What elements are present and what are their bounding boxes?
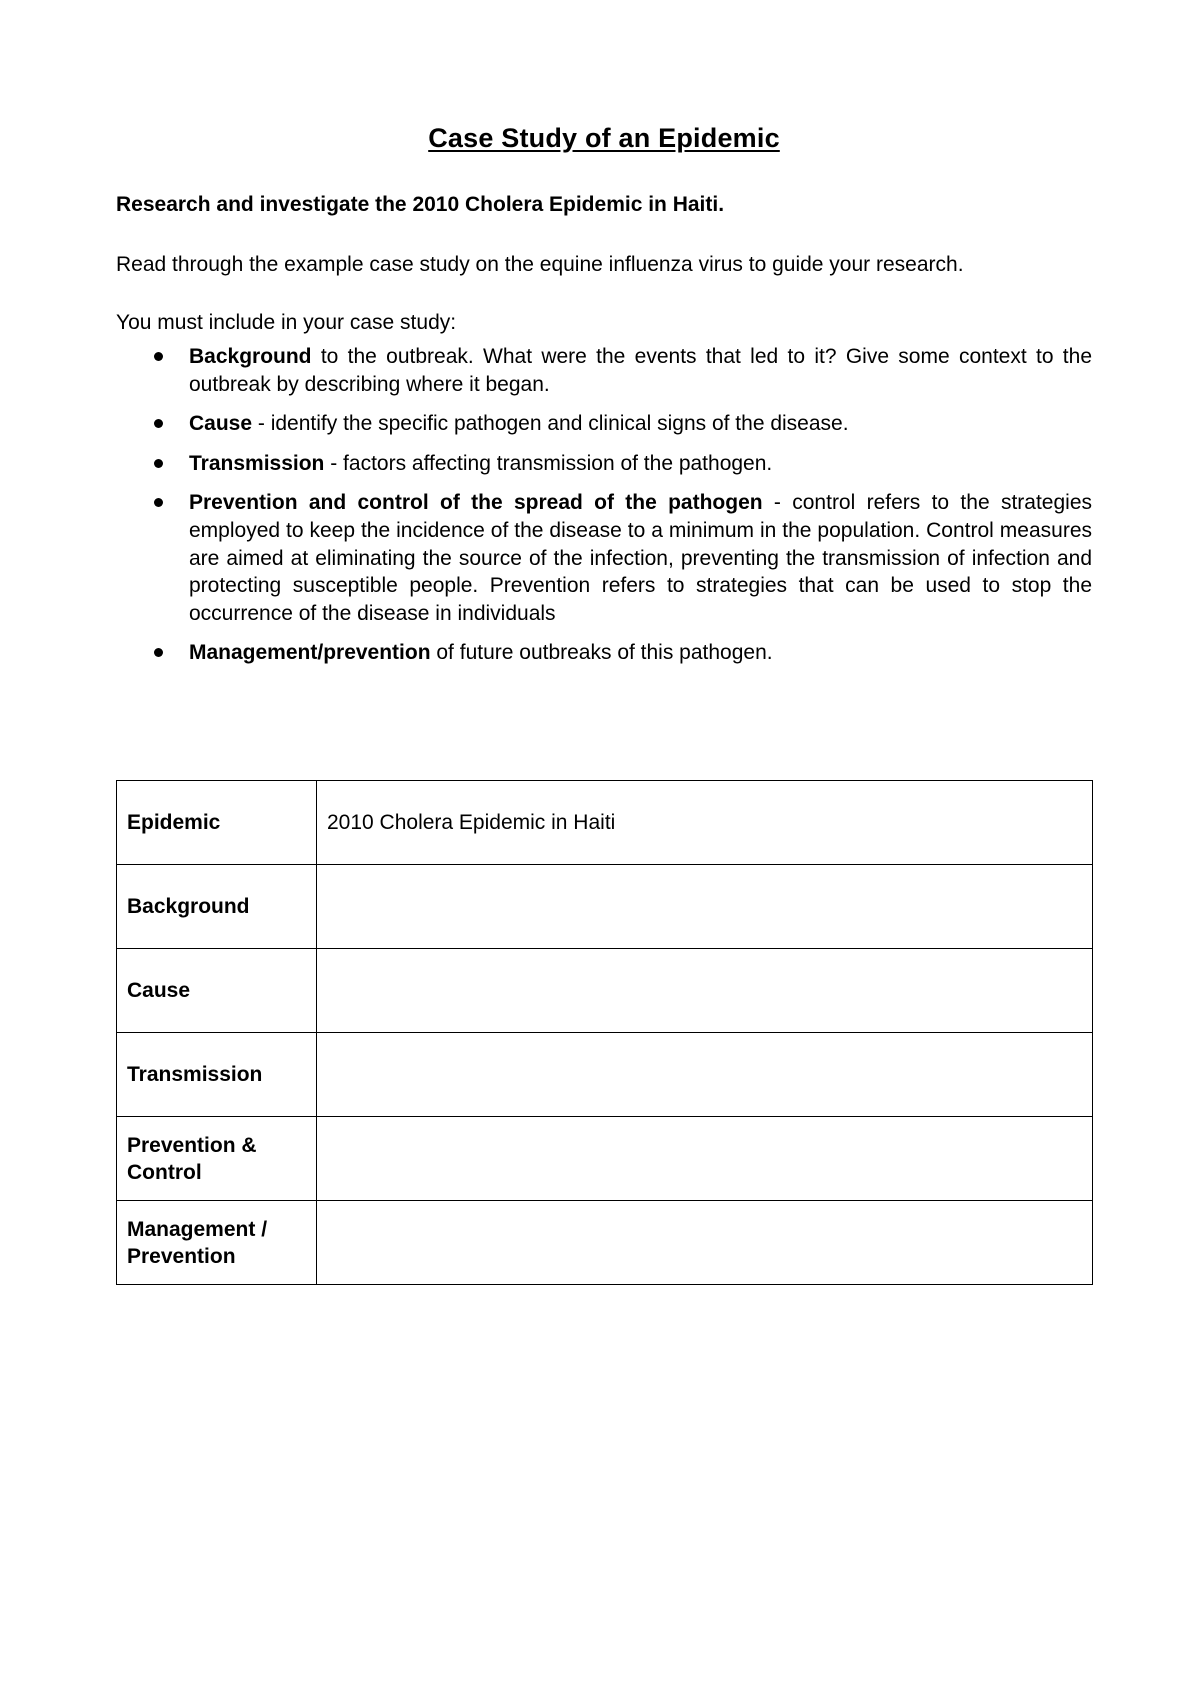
table-row-prevention-control (117, 1117, 1093, 1201)
table-row-management-prevention (117, 1201, 1093, 1285)
bullet-icon (154, 352, 163, 361)
requirement-background (116, 343, 1092, 398)
intro-paragraph: Read through the example case study on the equine influenza virus to guide your research. (116, 253, 964, 276)
bullet-icon (154, 648, 163, 657)
table-row-cause (117, 949, 1093, 1033)
row-label: Transmission (117, 1033, 317, 1117)
requirement-text: to the outbreak. What were the events that led to it? Give some context to the outbreak by describing where it began. (189, 345, 1092, 396)
requirement-term: Cause (189, 412, 253, 436)
row-value-cell[interactable] (317, 1117, 1093, 1201)
row-label: Prevention & Control (117, 1117, 317, 1201)
requirement-cause (116, 410, 1092, 438)
requirement-text: - control refers to the strategies employed to keep the incidence of the disease to a minimum in the population. Control measures are aimed at eliminating the source of the infection, preventing the transmission of infection and protecting susceptible people. Prevention refers to strategies that can be used to stop the occurrence of the disease in individuals (189, 491, 1092, 625)
document-subtitle: Research and investigate the 2010 Cholera Epidemic in Haiti. (116, 193, 725, 216)
row-label: Background (117, 865, 317, 949)
requirement-text: of future outbreaks of this pathogen. (430, 641, 773, 665)
table-row-transmission (117, 1033, 1093, 1117)
requirement-term: Background (189, 345, 312, 368)
bullet-icon (154, 498, 163, 507)
requirements-list (116, 343, 1092, 667)
row-value-cell[interactable] (317, 865, 1093, 949)
requirement-term: Transmission (189, 451, 325, 475)
row-label: Cause (117, 949, 317, 1033)
requirement-management (116, 639, 1092, 667)
bullet-icon (154, 459, 163, 468)
bullet-icon (154, 419, 163, 428)
requirement-prevention-control (116, 489, 1092, 627)
must-include-label: You must include in your case study: (116, 311, 457, 334)
document-body (116, 118, 1092, 679)
row-value-cell[interactable] (317, 1201, 1093, 1285)
table-row-epidemic (117, 781, 1093, 865)
row-label: Epidemic (117, 781, 317, 865)
row-value-cell[interactable] (317, 1033, 1093, 1117)
requirement-text: - identify the specific pathogen and clinical signs of the disease. (252, 412, 849, 436)
requirement-transmission (116, 450, 1092, 478)
table-row-background (117, 865, 1093, 949)
requirement-text: - factors affecting transmission of the pathogen. (324, 451, 773, 475)
requirement-term: Management/prevention (189, 641, 431, 665)
row-value-cell[interactable]: 2010 Cholera Epidemic in Haiti (317, 781, 1093, 865)
case-study-table (116, 780, 1093, 1285)
requirement-term: Prevention and control of the spread of the pathogen (189, 491, 763, 515)
document-title: Case Study of an Epidemic (428, 123, 780, 153)
row-label: Management / Prevention (117, 1201, 317, 1285)
row-value-cell[interactable] (317, 949, 1093, 1033)
